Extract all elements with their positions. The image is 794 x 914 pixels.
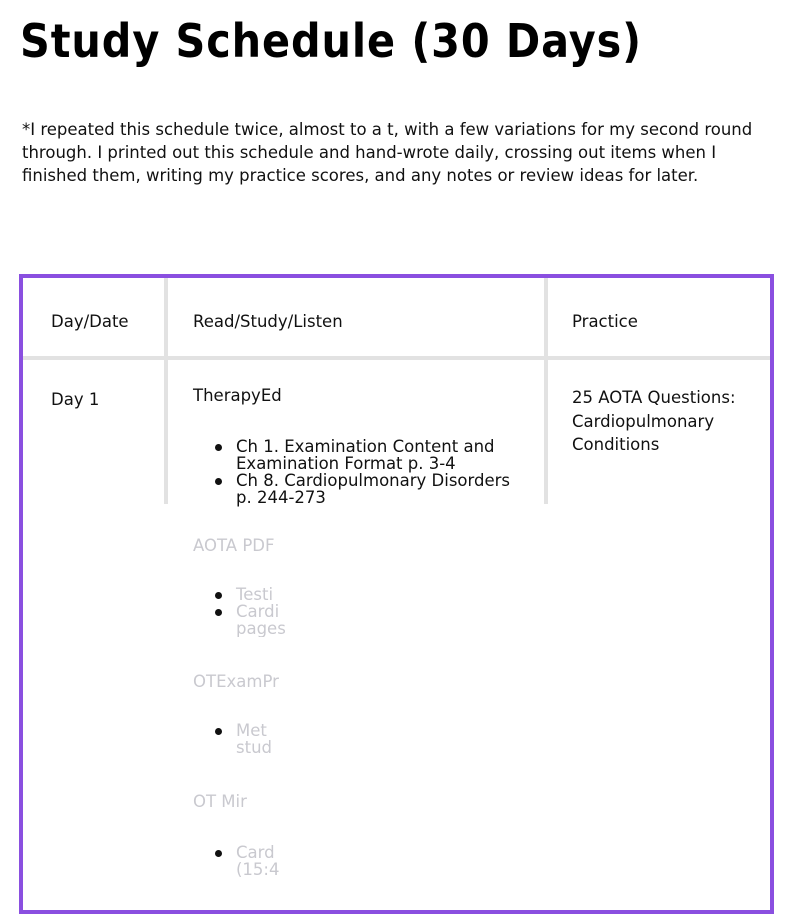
source-aota-pdf: AOTA PDF xyxy=(193,536,275,555)
therapyed-list xyxy=(195,438,525,506)
list-item: Ch 1. Examination Content and Examination Format p. 3-4 xyxy=(195,438,525,472)
source-ot-miri: OT Mir xyxy=(193,792,247,811)
otmiri-list xyxy=(195,844,315,878)
list-item: Cardi xyxy=(195,603,315,620)
aota-list xyxy=(195,586,315,637)
list-item: (15:4 xyxy=(236,860,280,878)
list-item: Testi xyxy=(195,586,315,603)
column-divider xyxy=(164,278,168,504)
bullet-icon xyxy=(215,444,222,451)
header-divider xyxy=(23,356,770,360)
list-item: pages xyxy=(236,619,286,637)
source-otexampro: OTExamPr xyxy=(193,672,279,691)
schedule-table xyxy=(19,274,774,914)
header-read-study-listen: Read/Study/Listen xyxy=(193,312,343,331)
bullet-icon xyxy=(215,592,222,599)
intro-paragraph: *I repeated this schedule twice, almost to a t, with a few variations for my second round through. I printed out this schedule and hand-wrote daily, crossing out items when I finished them, writing my practice scores, and any notes or review ideas for later. xyxy=(22,120,753,185)
bullet-icon xyxy=(215,728,222,735)
header-practice: Practice xyxy=(572,312,638,331)
header-day-date: Day/Date xyxy=(51,312,129,331)
column-divider xyxy=(544,278,548,504)
list-item: Ch 8. Cardiopulmonary Disorders p. 244-273 xyxy=(195,472,525,506)
page-title: Study Schedule (30 Days) xyxy=(20,14,642,68)
practice-cell: 25 AOTA Questions: Cardiopulmonary Conditions xyxy=(572,388,736,454)
day-cell: Day 1 xyxy=(51,390,100,409)
source-therapyed: TherapyEd xyxy=(193,386,282,405)
bullet-icon xyxy=(215,850,222,857)
otexam-list xyxy=(195,722,315,756)
bullet-icon xyxy=(215,609,222,616)
list-item: Card xyxy=(195,844,315,861)
list-item: Met xyxy=(195,722,315,739)
bullet-icon xyxy=(215,478,222,485)
list-item: stud xyxy=(236,738,272,756)
